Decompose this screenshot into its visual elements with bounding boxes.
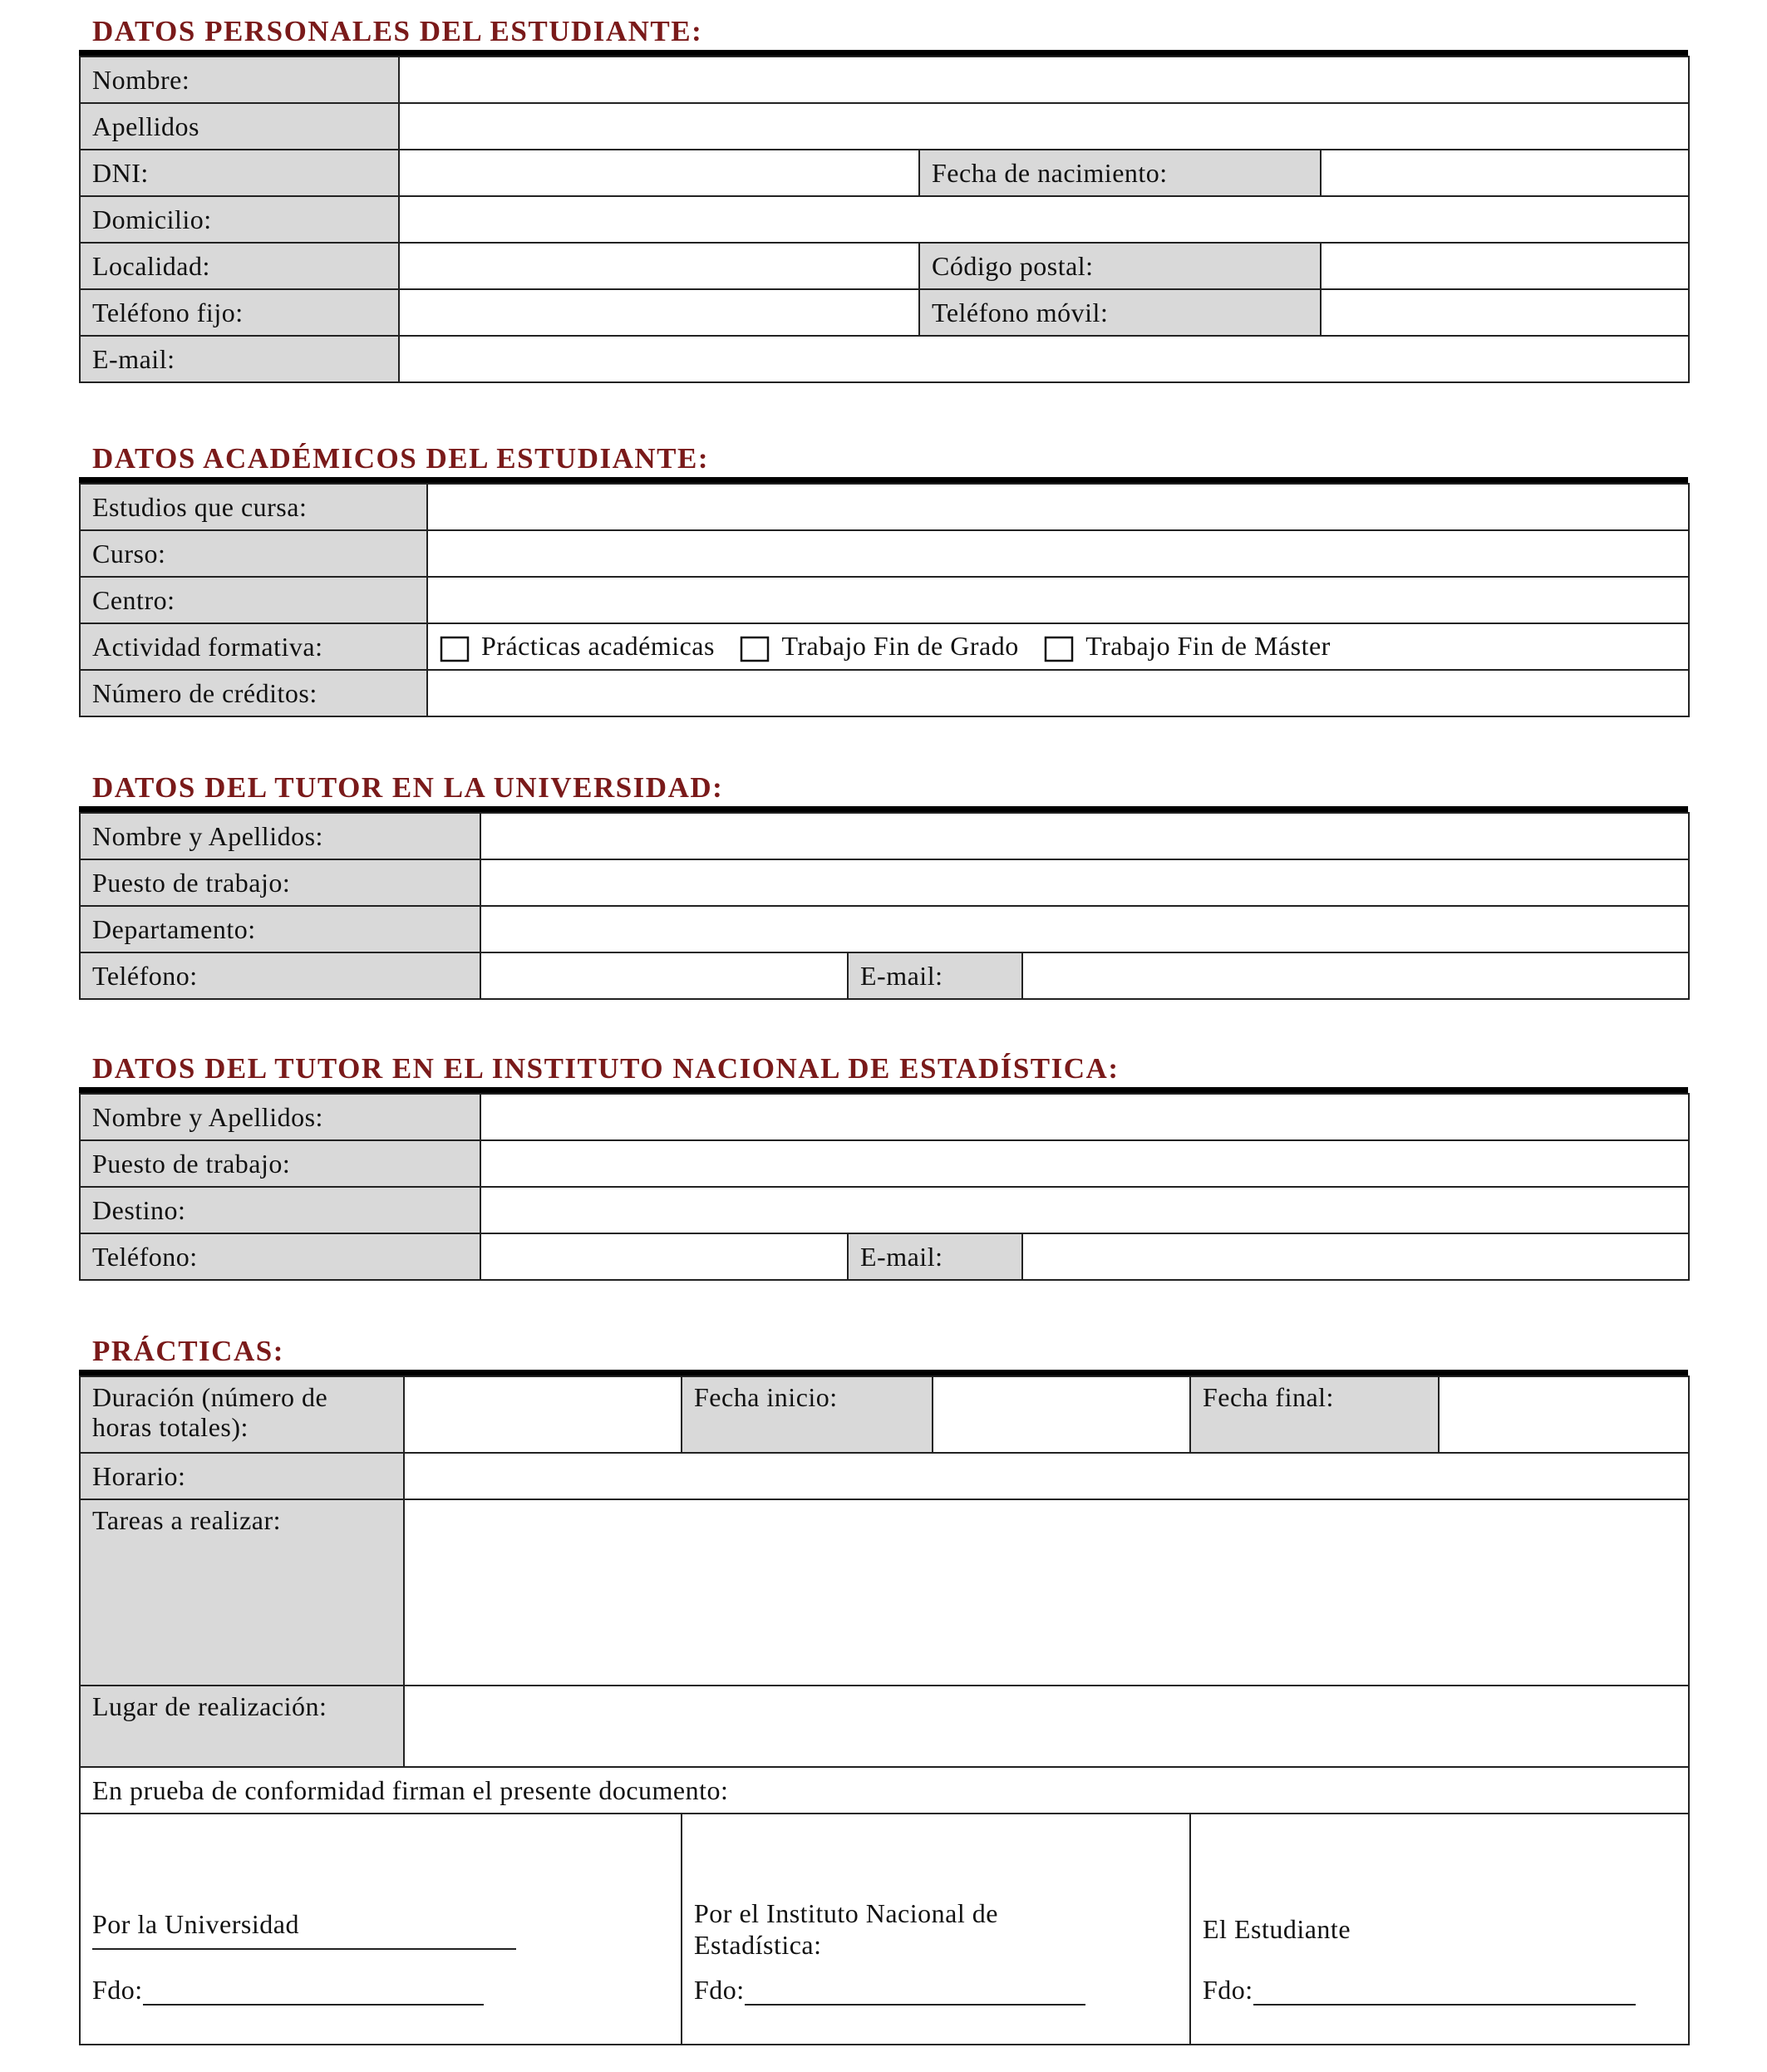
academic-section: [79, 440, 1688, 717]
fdo-line: [143, 1979, 484, 2006]
tutor-ine-frame: [79, 1087, 1688, 1281]
option-tfm-label: Trabajo Fin de Máster: [1085, 631, 1331, 662]
fecha-nacimiento-field[interactable]: [1321, 150, 1689, 196]
ti-telefono-label: Teléfono:: [80, 1233, 480, 1280]
codigo-postal-label: Código postal:: [919, 243, 1321, 289]
academic-frame: [79, 477, 1688, 717]
row-curso: [80, 530, 1689, 577]
row-dni: [80, 150, 1689, 196]
row-tu-puesto: [80, 859, 1689, 906]
firma-estudiante-fdo: [1203, 1974, 1636, 2006]
dni-field[interactable]: [399, 150, 919, 196]
tutor-univ-heading: DATOS DEL TUTOR EN LA UNIVERSIDAD:: [92, 771, 724, 804]
checkbox-icon[interactable]: [440, 636, 470, 662]
ti-destino-field[interactable]: [480, 1187, 1689, 1233]
firma-estudiante[interactable]: [1190, 1814, 1689, 2045]
tu-departamento-label: Departamento:: [80, 906, 480, 952]
codigo-postal-field[interactable]: [1321, 243, 1689, 289]
fecha-inicio-label: Fecha inicio:: [682, 1376, 933, 1453]
telefono-movil-field[interactable]: [1321, 289, 1689, 336]
tutor-univ-frame: [79, 806, 1688, 1000]
tutor-ine-heading: DATOS DEL TUTOR EN EL INSTITUTO NACIONAL DE ESTADÍSTICA:: [92, 1052, 1120, 1085]
row-domicilio: [80, 196, 1689, 243]
row-conformidad: [80, 1767, 1689, 1814]
checkbox-icon[interactable]: [1044, 636, 1074, 662]
apellidos-field[interactable]: [399, 103, 1689, 150]
academic-heading: DATOS ACADÉMICOS DEL ESTUDIANTE:: [92, 442, 710, 475]
option-tfg[interactable]: [740, 631, 1018, 662]
ti-email-field[interactable]: [1022, 1233, 1689, 1280]
row-tu-telefono: [80, 952, 1689, 999]
localidad-label: Localidad:: [80, 243, 399, 289]
tutor-ine-table: [79, 1093, 1690, 1281]
tu-puesto-label: Puesto de trabajo:: [80, 859, 480, 906]
ti-destino-label: Destino:: [80, 1187, 480, 1233]
academic-table: [79, 483, 1690, 717]
horario-field[interactable]: [404, 1453, 1689, 1499]
option-practicas-label: Prácticas académicas: [481, 631, 715, 662]
row-horario: [80, 1453, 1689, 1499]
fecha-inicio-field[interactable]: [933, 1376, 1190, 1453]
domicilio-field[interactable]: [399, 196, 1689, 243]
fdo-line: [745, 1979, 1085, 2006]
ti-puesto-label: Puesto de trabajo:: [80, 1140, 480, 1187]
firma-universidad-label: Por la Universidad: [92, 1909, 299, 1939]
nombre-field[interactable]: [399, 57, 1689, 103]
tu-email-field[interactable]: [1022, 952, 1689, 999]
tu-nombre-field[interactable]: [480, 813, 1689, 859]
row-apellidos: [80, 103, 1689, 150]
fdo-line: [1253, 1979, 1636, 2006]
firma-universidad-fdo: [92, 1974, 484, 2006]
horario-label: Horario:: [80, 1453, 404, 1499]
fdo-label: Fdo:: [92, 1975, 143, 2005]
tutor-ine-section: [79, 1051, 1688, 1281]
tareas-field[interactable]: [404, 1499, 1689, 1686]
tu-email-label: E-mail:: [848, 952, 1022, 999]
estudios-field[interactable]: [427, 484, 1689, 530]
lugar-field[interactable]: [404, 1686, 1689, 1767]
row-telefono: [80, 289, 1689, 336]
curso-field[interactable]: [427, 530, 1689, 577]
row-localidad: [80, 243, 1689, 289]
duracion-field[interactable]: [404, 1376, 682, 1453]
row-ti-destino: [80, 1187, 1689, 1233]
firma-ine-label-line2: Estadística:: [694, 1930, 822, 1960]
apellidos-label: Apellidos: [80, 103, 399, 150]
practicas-table: [79, 1376, 1690, 2045]
curso-label: Curso:: [80, 530, 427, 577]
option-practicas[interactable]: [440, 631, 715, 662]
fecha-nacimiento-label: Fecha de nacimiento:: [919, 150, 1321, 196]
dni-label: DNI:: [80, 150, 399, 196]
duracion-label-line2: horas totales):: [92, 1412, 249, 1442]
option-tfg-label: Trabajo Fin de Grado: [781, 631, 1019, 662]
centro-field[interactable]: [427, 577, 1689, 623]
telefono-movil-label: Teléfono móvil:: [919, 289, 1321, 336]
actividad-options: [427, 623, 1689, 670]
firma-ine-fdo: [694, 1974, 1085, 2006]
telefono-fijo-field[interactable]: [399, 289, 919, 336]
row-ti-nombre: [80, 1094, 1689, 1140]
personal-heading: DATOS PERSONALES DEL ESTUDIANTE:: [92, 15, 703, 47]
row-creditos: [80, 670, 1689, 716]
row-tu-nombre: [80, 813, 1689, 859]
fecha-final-label: Fecha final:: [1190, 1376, 1439, 1453]
duracion-label: [80, 1376, 404, 1453]
practicas-section: [79, 1333, 1688, 2045]
row-tareas: [80, 1499, 1689, 1686]
row-actividad: [80, 623, 1689, 670]
centro-label: Centro:: [80, 577, 427, 623]
tutor-univ-section: [79, 770, 1688, 1000]
conformidad-text: En prueba de conformidad firman el presente documento:: [80, 1767, 1689, 1814]
tu-departamento-field[interactable]: [480, 906, 1689, 952]
localidad-field[interactable]: [399, 243, 919, 289]
option-tfm[interactable]: [1044, 631, 1331, 662]
tutor-univ-table: [79, 812, 1690, 1000]
row-ti-telefono: [80, 1233, 1689, 1280]
creditos-label: Número de créditos:: [80, 670, 427, 716]
ti-nombre-label: Nombre y Apellidos:: [80, 1094, 480, 1140]
row-estudios: [80, 484, 1689, 530]
tareas-label: Tareas a realizar:: [80, 1499, 404, 1686]
duracion-label-line1: Duración (número de: [92, 1382, 328, 1412]
firma-ine[interactable]: [682, 1814, 1190, 2045]
firma-estudiante-label: El Estudiante: [1203, 1914, 1351, 1944]
row-centro: [80, 577, 1689, 623]
practicas-heading: PRÁCTICAS:: [92, 1335, 284, 1367]
telefono-fijo-label: Teléfono fijo:: [80, 289, 399, 336]
firma-universidad[interactable]: [80, 1814, 682, 2045]
tu-telefono-label: Teléfono:: [80, 952, 480, 999]
checkbox-icon[interactable]: [740, 636, 770, 662]
creditos-field[interactable]: [427, 670, 1689, 716]
row-ti-puesto: [80, 1140, 1689, 1187]
ti-telefono-field[interactable]: [480, 1233, 848, 1280]
firma-ine-label-line1: Por el Instituto Nacional de: [694, 1898, 998, 1928]
nombre-label: Nombre:: [80, 57, 399, 103]
tu-nombre-label: Nombre y Apellidos:: [80, 813, 480, 859]
fdo-label: Fdo:: [694, 1975, 745, 2005]
row-firmas: [80, 1814, 1689, 2045]
actividad-label: Actividad formativa:: [80, 623, 427, 670]
practicas-frame: [79, 1370, 1688, 2045]
personal-frame: [79, 50, 1688, 383]
row-tu-departamento: [80, 906, 1689, 952]
ti-puesto-field[interactable]: [480, 1140, 1689, 1187]
row-lugar: [80, 1686, 1689, 1767]
domicilio-label: Domicilio:: [80, 196, 399, 243]
fecha-final-field[interactable]: [1439, 1376, 1689, 1453]
fdo-label: Fdo:: [1203, 1975, 1253, 2005]
ti-email-label: E-mail:: [848, 1233, 1022, 1280]
ti-nombre-field[interactable]: [480, 1094, 1689, 1140]
email-label: E-mail:: [80, 336, 399, 382]
row-nombre: [80, 57, 1689, 103]
personal-section: [79, 13, 1688, 383]
tu-telefono-field[interactable]: [480, 952, 848, 999]
row-email: [80, 336, 1689, 382]
firma-universidad-line: [92, 1943, 516, 1950]
row-duracion: [80, 1376, 1689, 1453]
email-field[interactable]: [399, 336, 1689, 382]
lugar-label: Lugar de realización:: [80, 1686, 404, 1767]
personal-table: [79, 56, 1690, 383]
tu-puesto-field[interactable]: [480, 859, 1689, 906]
estudios-label: Estudios que cursa:: [80, 484, 427, 530]
